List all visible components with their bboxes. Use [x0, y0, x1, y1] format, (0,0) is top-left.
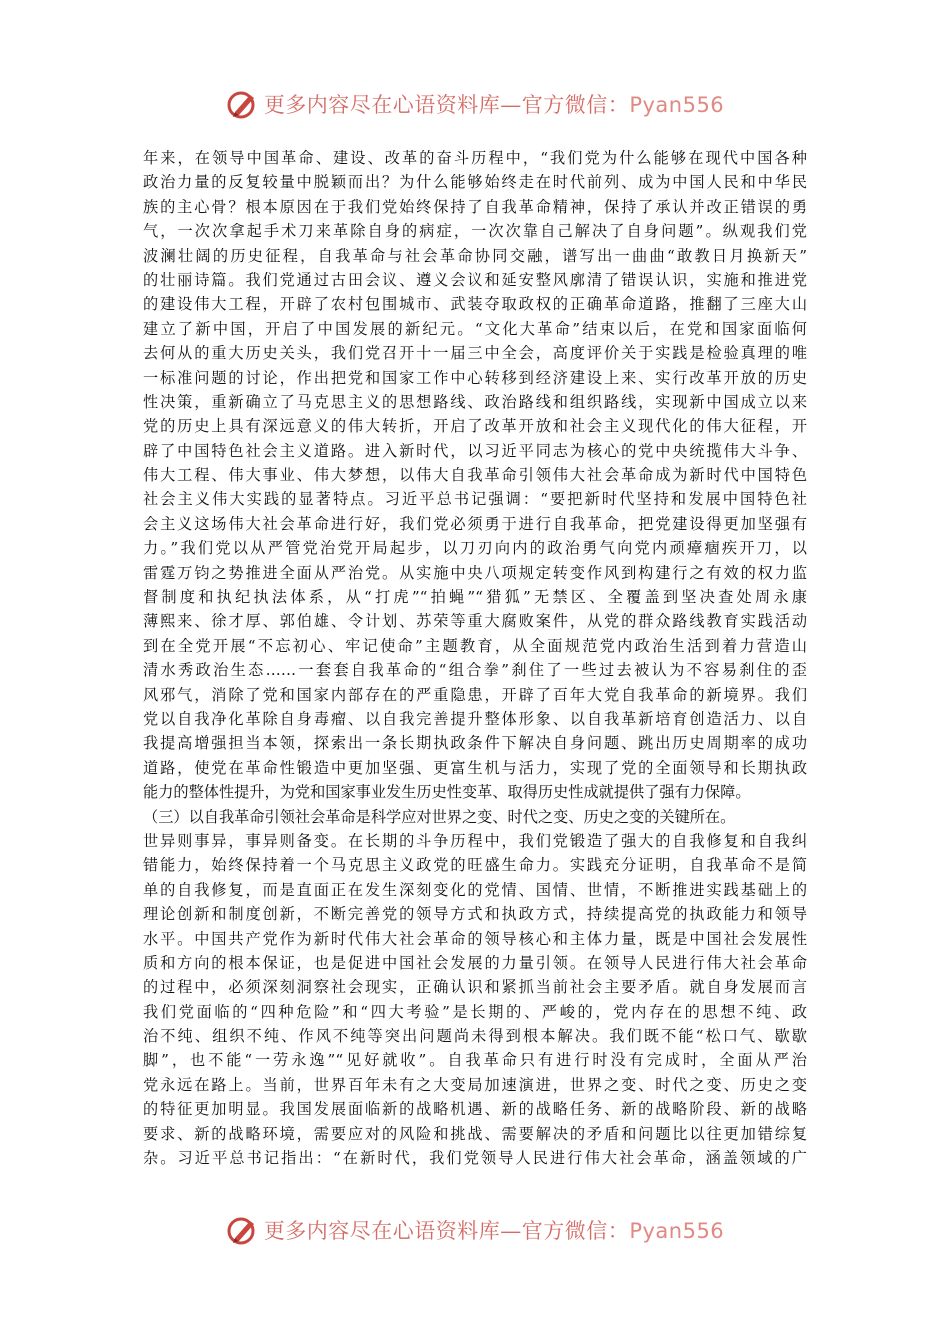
text-line: 社会主义伟大实践的显著特点。习近平总书记强调：“要把新时代坚持和发展中国特色社: [143, 490, 807, 509]
text-line: 杂。习近平总书记指出：“在新时代，我们党领导人民进行伟大社会革命，涵盖领域的广: [143, 1149, 807, 1168]
text-line: 脚”，也不能“一劳永逸”“见好就收”。自我革命只有进行时没有完成时，全面从严治: [143, 1051, 807, 1070]
text-line: 理论创新和制度创新，不断完善党的领导方式和执政方式，持续提高党的执政能力和领导: [143, 905, 807, 924]
header-watermark-banner: [0, 84, 950, 124]
text-line: 风邪气，消除了党和国家内部存在的严重隐患，开辟了百年大党自我革命的新境界。我们: [143, 685, 807, 704]
text-line: 党以自我净化革除自身毒瘤、以自我完善提升整体形象、以自我革新培育创造活力、以自: [143, 709, 807, 728]
footer-watermark-banner: [0, 1210, 950, 1250]
text-line: 党的历史上具有深远意义的伟大转折，开启了改革开放和社会主义现代化的伟大征程，开: [143, 417, 807, 436]
text-line: 伟大工程、伟大事业、伟大梦想，以伟大自我革命引领伟大社会革命成为新时代中国特色: [143, 466, 807, 485]
pen-logo-icon: [226, 87, 260, 121]
footer-wechat-id: Pyan556: [629, 1219, 725, 1243]
text-line: 波澜壮阔的历史征程，自我革命与社会革命协同交融，谱写出一曲曲“敢教日月换新天”: [143, 246, 807, 265]
text-line: 族的主心骨？根本原因在于我们党始终保持了自我革命精神，保持了承认并改正错误的勇: [143, 197, 807, 216]
text-line: 气，一次次拿起手术刀来革除自身的病症，一次次靠自己解决了自身问题”。纵观我们党: [143, 222, 807, 241]
text-line: 我们党面临的“四种危险”和“四大考验”是长期的、严峻的，党内存在的思想不纯、政: [143, 1002, 807, 1021]
text-line: 治不纯、组织不纯、作风不纯等突出问题尚未得到根本解决。我们既不能“松口气、歇歇: [143, 1027, 807, 1046]
text-line: 去何从的重大历史关头，我们党召开十一届三中全会，高度评价关于实践是检验真理的唯: [143, 344, 807, 363]
text-line: 的壮丽诗篇。我们党通过古田会议、遵义会议和延安整风廓清了错误认识，实施和推进党: [143, 270, 807, 289]
text-line: 力。”我们党以从严管党治党开局起步，以刀刃向内的政治勇气向党内顽瘴痼疾开刀，以: [143, 539, 807, 558]
text-line: 我提高增强担当本领，探索出一条长期执政条件下解决自身问题、跳出历史周期率的成功: [143, 734, 807, 753]
text-line: 党永远在路上。当前，世界百年未有之大变局加速演进，世界之变、时代之变、历史之变: [143, 1075, 807, 1094]
text-line: 世异则事异，事异则备变。在长期的斗争历程中，我们党锻造了强大的自我修复和自我纠: [143, 831, 807, 850]
document-body: [143, 146, 807, 1170]
text-line: （三）以自我革命引领社会革命是科学应对世界之变、时代之变、历史之变的关键所在。: [143, 807, 736, 826]
pen-logo-icon: [226, 1213, 260, 1247]
text-line: 到在全党开展“不忘初心、牢记使命”主题教育，从全面规范党内政治生活到着力营造山: [143, 636, 807, 655]
text-line: 建立了新中国，开启了中国发展的新纪元。“文化大革命”结束以后，在党和国家面临何: [143, 319, 807, 338]
text-line: 单的自我修复，而是直面正在发生深刻变化的党情、国情、世情，不断推进实践基础上的: [143, 880, 807, 899]
text-line: 质和方向的根本保证，也是促进中国社会发展的力量引领。在领导人民进行伟大社会革命: [143, 953, 807, 972]
footer-banner-text: 更多内容尽在心语资料库—官方微信：Pyan556: [263, 1219, 725, 1243]
text-line: 错能力，始终保持着一个马克思主义政党的旺盛生命力。实践充分证明，自我革命不是简: [143, 856, 807, 875]
header-banner-text: 更多内容尽在心语资料库—官方微信：Pyan556: [263, 93, 725, 117]
text-line: 的过程中，必须深刻洞察社会现实，正确认识和紧抓当前社会主要矛盾。就自身发展而言: [143, 978, 807, 997]
text-line: 能力的整体性提升，为党和国家事业发生历史性变革、取得历史性成就提供了强有力保障。: [143, 783, 751, 802]
text-line: 年来，在领导中国革命、建设、改革的奋斗历程中，“我们党为什么能够在现代中国各种: [143, 149, 807, 167]
header-wechat-id: Pyan556: [629, 93, 725, 117]
text-line: 水平。中国共产党作为新时代伟大社会革命的领导核心和主体力量，既是中国社会发展性: [143, 929, 807, 948]
text-line: 一标准问题的讨论，作出把党和国家工作中心转移到经济建设上来、实行改革开放的历史: [143, 368, 807, 387]
text-line: 政治力量的反复较量中脱颖而出？为什么能够始终走在时代前列、成为中国人民和中华民: [143, 173, 807, 192]
text-line: 要求、新的战略环境，需要应对的风险和挑战、需要解决的矛盾和问题比以往更加错综复: [143, 1124, 807, 1143]
text-line: 辟了中国特色社会主义道路。进入新时代，以习近平同志为核心的党中央统揽伟大斗争、: [143, 441, 807, 460]
text-line: 的建设伟大工程，开辟了农村包围城市、武装夺取政权的正确革命道路，推翻了三座大山: [143, 295, 807, 314]
text-line: 性决策，重新确立了马克思主义的思想路线、政治路线和组织路线，实现新中国成立以来: [143, 392, 807, 411]
text-line: 会主义这场伟大社会革命进行好，我们党必须勇于进行自我革命，把党建设得更加坚强有: [143, 514, 807, 533]
text-line: 道路，使党在革命性锻造中更加坚强、更富生机与活力，实现了党的全面领导和长期执政: [143, 758, 807, 777]
text-line: 清水秀政治生态……一套套自我革命的“组合拳”刹住了一些过去被认为不容易刹住的歪: [143, 661, 807, 680]
text-line: 薄熙来、徐才厚、郭伯雄、令计划、苏荣等重大腐败案件，从党的群众路线教育实践活动: [143, 612, 807, 631]
text-line: 雷霆万钧之势推进全面从严治党。从实施中央八项规定转变作风到构建行之有效的权力监: [143, 563, 807, 582]
text-line: 的特征更加明显。我国发展面临新的战略机遇、新的战略任务、新的战略阶段、新的战略: [143, 1100, 807, 1119]
text-line: 督制度和执纪执法体系，从“打虎”“拍蝇”“猎狐”无禁区、全覆盖到坚决查处周永康: [143, 588, 807, 607]
